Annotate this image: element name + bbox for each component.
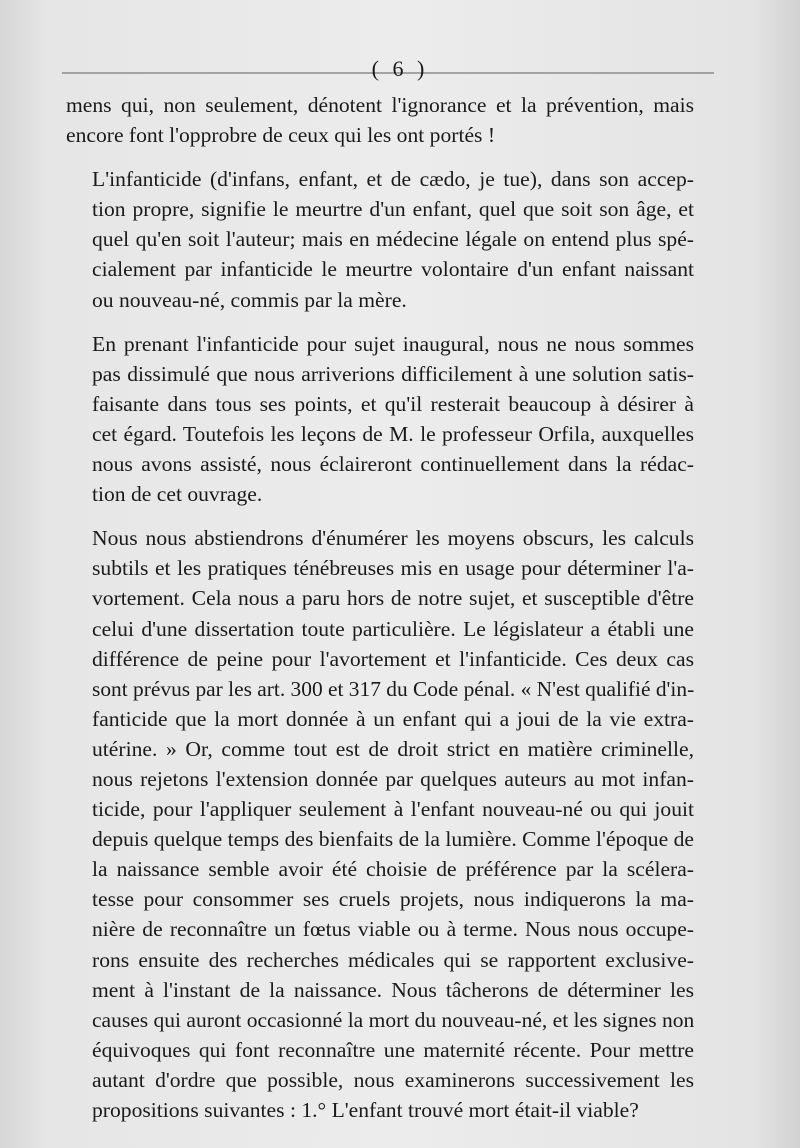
text-line: tion propre, signifie le meurtre d'un enfant, quel que soit son âge, et — [92, 197, 694, 222]
text-line: L'infanticide (d'infans, enfant, et de cædo, je tue), dans son accep- — [92, 167, 694, 192]
text-line: depuis quelque temps des bienfaits de la lumière. Comme l'époque de — [92, 827, 694, 852]
text-line: fanticide que la mort donnée à un enfant qui a joui de la vie extra- — [92, 706, 694, 731]
text-line: ticide, pour l'appliquer seulement à l'enfant nouveau-né ou qui jouit — [92, 797, 694, 822]
text-line: tesse pour consommer ses cruels projets, nous indiquerons la ma- — [92, 887, 694, 912]
text-line: celui d'une dissertation toute particulière. Le législateur a établi une — [92, 616, 694, 641]
text-line: pas dissimulé que nous arriverions difficilement à une solution satis- — [92, 361, 694, 386]
text-line: cet égard. Toutefois les leçons de M. le professeur Orfila, auxquelles — [92, 421, 694, 446]
body-text — [66, 90, 694, 1139]
text-line: différence de peine pour l'avortement et l'infanticide. Ces deux cas — [92, 646, 694, 671]
text-line: autant d'ordre que possible, nous examinerons successivement les — [92, 1067, 694, 1092]
text-line: En prenant l'infanticide pour sujet inaugural, nous ne nous sommes — [92, 331, 694, 356]
text-line: ou nouveau-né, commis par la mère. — [92, 287, 407, 312]
text-line: causes qui auront occasionné la mort du nouveau-né, et les signes non — [92, 1007, 695, 1032]
text-line: propositions suivantes : 1.° L'enfant trouvé mort était-il viable? — [92, 1098, 639, 1122]
paragraph — [66, 523, 694, 1125]
text-line: nière de reconnaître un fœtus viable ou à terme. Nous nous occupe- — [92, 917, 694, 942]
text-line: sont prévus par les art. 300 et 317 du Code pénal. « N'est qualifié d'in- — [92, 676, 695, 701]
text-line: subtils et les pratiques ténébreuses mis en usage pour déterminer l'a- — [92, 556, 694, 581]
text-line: nous avons assisté, nous éclaireront continuellement dans la rédac- — [92, 452, 694, 477]
text-line: rons ensuite des recherches médicales qui se rapportent exclusive- — [92, 947, 694, 972]
text-line: faisante dans tous ses points, et qu'il resterait beaucoup à désirer à — [92, 391, 694, 416]
paragraph — [66, 164, 694, 314]
text-line: la naissance semble avoir été choisie de préférence par la scélera- — [92, 857, 694, 882]
text-line: cialement par infanticide le meurtre volontaire d'un enfant naissant — [92, 257, 694, 282]
text-line: Nous nous abstiendrons d'énumérer les moyens obscurs, les calculs — [92, 526, 694, 551]
text-line: encore font l'opprobre de ceux qui les ont portés ! — [66, 123, 496, 148]
paragraph — [66, 90, 694, 150]
text-line: équivoques qui font reconnaître une maternité récente. Pour mettre — [92, 1037, 694, 1062]
text-line: ment à l'instant de la naissance. Nous tâcherons de déterminer les — [92, 977, 694, 1002]
text-line: tion de cet ouvrage. — [92, 482, 263, 507]
text-line: mens qui, non seulement, dénotent l'ignorance et la prévention, mais — [66, 93, 694, 117]
text-line: vortement. Cela nous a paru hors de notre sujet, et susceptible d'être — [92, 586, 694, 611]
paragraph — [66, 329, 694, 510]
text-line: nous rejetons l'extension donnée par quelques auteurs au mot infan- — [92, 766, 694, 791]
page-number: ( 6 ) — [371, 56, 429, 81]
text-line: utérine. » Or, comme tout est de droit strict en matière criminelle, — [92, 736, 694, 761]
text-line: quel qu'en soit l'auteur; mais en médecine légale on entend plus spé- — [92, 227, 694, 252]
